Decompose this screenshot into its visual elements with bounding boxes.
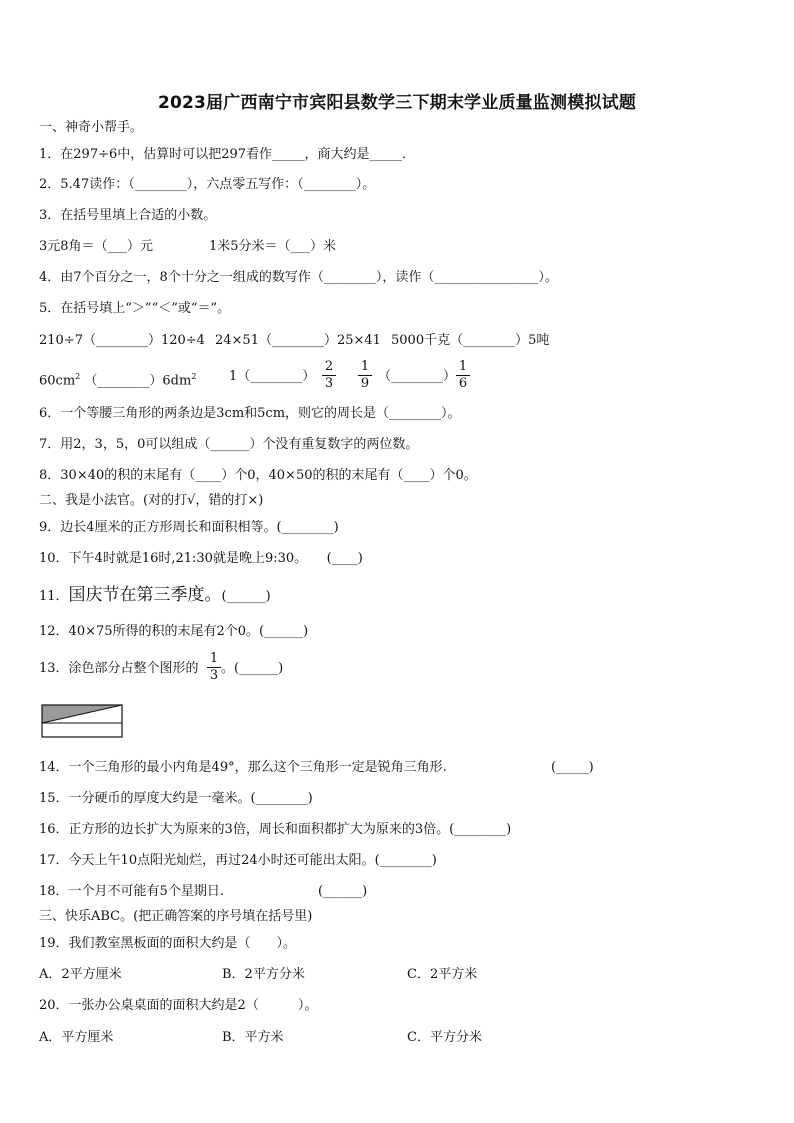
- question-6: 6．一个等腰三角形的两条边是3cm和5cm，则它的周长是（________）。: [39, 406, 461, 421]
- question-8: 8．30×40的积的末尾有（____）个0，40×50的积的末尾有（____）个0。: [39, 468, 477, 483]
- option-19-a: A．2平方厘米: [39, 967, 122, 982]
- question-4: 4．由7个百分之一，8个十分之一组成的数写作（________），读作（________________）。: [39, 270, 558, 285]
- option-19-b: B．2平方分米: [222, 967, 305, 982]
- question-3b: 1米5分米＝（___）米: [209, 239, 337, 254]
- question-19: 19．我们教室黑板面的面积大约是（ ）。: [39, 936, 297, 951]
- question-13b: 。(______): [221, 661, 284, 676]
- section-1-heading: 一、神奇小帮手。: [39, 120, 144, 135]
- question-5: 5．在括号填上“＞”“＜”或“＝”。: [39, 301, 231, 316]
- fraction-numerator: 1: [209, 651, 219, 666]
- question-12: 12．40×75所得的积的末尾有2个0。(______): [39, 624, 309, 639]
- question-3: 3．在括号里填上合适的小数。: [39, 208, 217, 223]
- shaded-rectangle-figure: [40, 703, 124, 739]
- fraction-denominator: 3: [324, 376, 334, 391]
- fraction-numerator: 1: [458, 359, 468, 374]
- fraction-1-9: [358, 360, 372, 391]
- q11-number: 11．: [39, 589, 69, 604]
- q5d-sup-right: 2: [191, 372, 197, 381]
- fraction-numerator: 1: [360, 359, 370, 374]
- question-2: 2．5.47读作：（________），六点零五写作：（________）。: [39, 177, 376, 192]
- option-20-b: B．平方米: [222, 1030, 284, 1045]
- fraction-denominator: 9: [360, 376, 370, 391]
- section-3-heading: 三、快乐ABC。(把正确答案的序号填在括号里): [39, 909, 313, 924]
- question-14: 14．一个三角形的最小内角是49°，那么这个三角形一定是锐角三角形.: [39, 760, 447, 775]
- question-5d: [39, 367, 196, 391]
- question-5e: 1（________）: [229, 369, 316, 384]
- q5d-right: （________）6dm: [84, 373, 192, 389]
- q5d-left: 60cm: [39, 373, 76, 389]
- fraction-1-6: [456, 360, 470, 391]
- question-20: 20．一张办公桌桌面的面积大约是2（ ）。: [39, 998, 318, 1013]
- question-7: 7．用2，3，5，0可以组成（______）个没有重复数字的两位数。: [39, 437, 419, 452]
- option-19-c: C．2平方米: [407, 967, 478, 982]
- fraction-denominator: 3: [209, 668, 219, 683]
- question-16: 16．正方形的边长扩大为原来的3倍，周长和面积都扩大为原来的3倍。(________): [39, 822, 512, 837]
- question-14-blank: (_____): [551, 760, 594, 775]
- question-18: 18．一个月不可能有5个星期日.: [39, 884, 224, 899]
- option-20-a: A．平方厘米: [39, 1030, 114, 1045]
- question-10: 10．下午4时就是16时,21:30就是晚上9:30。 (____): [39, 551, 363, 566]
- question-11: [39, 585, 271, 607]
- option-20-c: C．平方分米: [407, 1030, 482, 1045]
- question-5a: 210÷7（________）120÷4: [39, 333, 205, 348]
- question-9: 9．边长4厘米的正方形周长和面积相等。(________): [39, 520, 339, 535]
- question-5b: 24×51（________）25×41: [215, 333, 381, 348]
- question-5f: （________）: [378, 369, 457, 384]
- q11-blank: (______): [221, 589, 271, 604]
- question-17: 17．今天上午10点阳光灿烂，再过24小时还可能出太阳。(________): [39, 853, 437, 868]
- q11-statement: 国庆节在第三季度。: [68, 585, 222, 605]
- question-3a: 3元8角＝（___）元: [39, 239, 154, 254]
- question-18-blank: (______): [318, 884, 368, 899]
- fraction-2-3: [322, 360, 336, 391]
- question-13a: 13．涂色部分占整个图形的: [39, 661, 199, 676]
- fraction-denominator: 6: [458, 376, 468, 391]
- question-1: 1．在297÷6中，估算时可以把297看作_____，商大约是_____．: [39, 147, 416, 162]
- question-15: 15．一分硬币的厚度大约是一毫米。(________): [39, 791, 313, 806]
- fraction-numerator: 2: [324, 359, 334, 374]
- section-2-heading: 二、我是小法官。(对的打√，错的打×): [39, 493, 264, 508]
- page-title: 2023届广西南宁市宾阳县数学三下期末学业质量监测模拟试题: [157, 93, 637, 113]
- fraction-1-3: [207, 652, 221, 683]
- q5d-sup-left: 2: [75, 372, 81, 381]
- question-5c: 5000千克（________）5吨: [391, 333, 550, 348]
